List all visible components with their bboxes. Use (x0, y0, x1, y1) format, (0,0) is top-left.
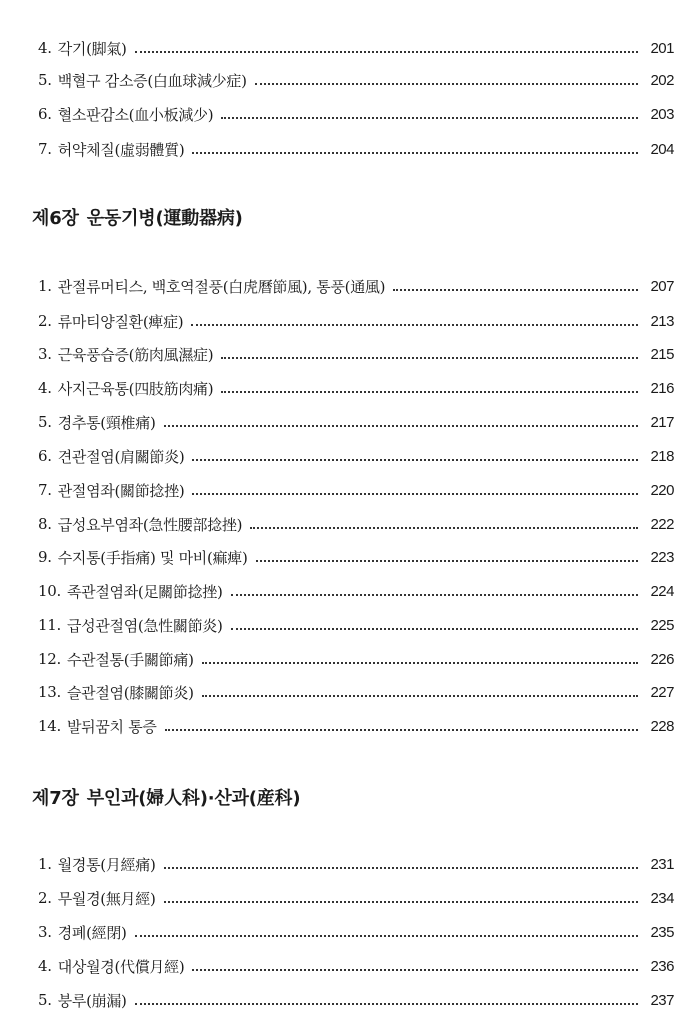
chapter-title: 운동기병(運動器病) (86, 208, 243, 229)
entry-number: 6. (38, 105, 52, 123)
dot-leader (192, 150, 638, 154)
entry-page: 202 (650, 71, 674, 89)
entry-title: 관절염좌(關節捻挫) (57, 481, 185, 500)
entry-title: 슬관절염(膝關節炎) (66, 683, 194, 702)
dot-leader (135, 49, 638, 53)
entry-title: 급성요부염좌(急性腰部捻挫) (57, 515, 243, 534)
toc-entry[interactable] (38, 376, 674, 400)
entry-page: 223 (650, 548, 674, 566)
toc-entry[interactable] (38, 579, 674, 603)
dot-leader (165, 727, 638, 731)
dot-leader (221, 389, 638, 393)
dot-leader (192, 967, 638, 971)
entry-title: 족관절염좌(足關節捻挫) (66, 582, 223, 601)
entry-title: 견관절염(肩關節炎) (57, 447, 185, 466)
entry-title: 혈소판감소(血小板減少) (57, 105, 214, 124)
entry-page: 204 (650, 140, 674, 158)
toc-entry[interactable] (38, 309, 674, 333)
dot-leader (135, 1001, 638, 1005)
toc-entry[interactable] (38, 613, 674, 637)
entry-number: 8. (38, 515, 52, 533)
toc-entry[interactable] (38, 102, 674, 126)
entry-number: 7. (38, 481, 52, 499)
entry-page: 216 (650, 379, 674, 397)
toc-entry[interactable] (38, 342, 674, 366)
entry-title: 무월경(無月經) (57, 889, 156, 908)
entry-page: 220 (650, 481, 674, 499)
entry-title: 류마티양질환(痺症) (57, 312, 184, 331)
entry-number: 4. (38, 379, 52, 397)
chapter-label: 제7장 (32, 788, 79, 809)
entry-title: 발뒤꿈치 통증 (66, 717, 157, 736)
entry-page: 231 (650, 855, 674, 873)
entry-number: 2. (38, 312, 52, 330)
entry-title: 수관절통(手關節痛) (66, 650, 194, 669)
entry-number: 5. (38, 71, 52, 89)
chapter-label: 제6장 (32, 208, 79, 229)
entry-number: 3. (38, 923, 52, 941)
entry-page: 201 (650, 39, 674, 57)
toc-entry[interactable] (38, 988, 674, 1012)
entry-page: 224 (650, 582, 674, 600)
chapter-7-heading[interactable] (32, 784, 300, 810)
chapter-6-heading[interactable] (32, 204, 243, 230)
entry-title: 경폐(經閉) (57, 923, 127, 942)
entry-number: 5. (38, 991, 52, 1009)
entry-page: 207 (650, 277, 674, 295)
entry-page: 227 (650, 683, 674, 701)
dot-leader (393, 287, 638, 291)
dot-leader (231, 592, 638, 596)
entry-number: 13. (38, 683, 61, 701)
toc-entry[interactable] (38, 886, 674, 910)
entry-title: 경추통(頸椎痛) (57, 413, 156, 432)
entry-title: 각기(脚氣) (57, 39, 127, 58)
toc-entry[interactable] (38, 920, 674, 944)
toc-entry[interactable] (38, 954, 674, 978)
entry-number: 7. (38, 140, 52, 158)
entry-title: 수지통(手指痛) 및 마비(痲痺) (57, 548, 248, 567)
toc-entry[interactable] (38, 444, 674, 468)
toc-entry[interactable] (38, 478, 674, 502)
dot-leader (256, 558, 638, 562)
entry-page: 228 (650, 717, 674, 735)
entry-page: 218 (650, 447, 674, 465)
entry-number: 9. (38, 548, 52, 566)
dot-leader (164, 865, 639, 869)
entry-number: 4. (38, 39, 52, 57)
toc-entry[interactable] (38, 852, 674, 876)
dot-leader (191, 322, 638, 326)
dot-leader (221, 355, 638, 359)
dot-leader (135, 933, 638, 937)
dot-leader (164, 423, 639, 427)
entry-title: 관절류머티스, 백호역절풍(白虎曆節風), 통풍(通風) (57, 277, 386, 296)
entry-title: 사지근육통(四肢筋肉痛) (57, 379, 214, 398)
entry-page: 234 (650, 889, 674, 907)
entry-page: 226 (650, 650, 674, 668)
entry-title: 근육풍습증(筋肉風濕症) (57, 345, 214, 364)
toc-entry[interactable] (38, 512, 674, 536)
chapter-title: 부인과(婦人科)·산과(産科) (86, 788, 301, 809)
dot-leader (255, 81, 638, 85)
entry-page: 213 (650, 312, 674, 330)
entry-number: 4. (38, 957, 52, 975)
entry-page: 236 (650, 957, 674, 975)
entry-title: 급성관절염(急性關節炎) (66, 616, 223, 635)
entry-title: 백혈구 감소증(白血球減少症) (57, 71, 247, 90)
entry-title: 붕루(崩漏) (57, 991, 127, 1010)
entry-number: 1. (38, 855, 52, 873)
dot-leader (192, 457, 638, 461)
entry-number: 2. (38, 889, 52, 907)
entry-number: 5. (38, 413, 52, 431)
entry-title: 대상월경(代償月經) (57, 957, 185, 976)
entry-page: 217 (650, 413, 674, 431)
dot-leader (231, 626, 638, 630)
entry-number: 3. (38, 345, 52, 363)
entry-page: 215 (650, 345, 674, 363)
entry-number: 12. (38, 650, 61, 668)
dot-leader (221, 115, 638, 119)
toc-entry[interactable] (38, 714, 674, 738)
entry-page: 225 (650, 616, 674, 634)
entry-number: 10. (38, 582, 61, 600)
entry-page: 235 (650, 923, 674, 941)
entry-page: 222 (650, 515, 674, 533)
toc-entry[interactable] (38, 68, 674, 92)
entry-number: 6. (38, 447, 52, 465)
toc-entry[interactable] (38, 410, 674, 434)
toc-entry[interactable] (38, 680, 674, 704)
dot-leader (202, 693, 638, 697)
toc-entry[interactable] (38, 274, 674, 298)
dot-leader (250, 525, 638, 529)
entry-page: 237 (650, 991, 674, 1009)
entry-title: 허약체질(虛弱體質) (57, 140, 185, 159)
toc-entry[interactable] (38, 137, 674, 161)
dot-leader (164, 899, 639, 903)
toc-entry[interactable] (38, 647, 674, 671)
entry-page: 203 (650, 105, 674, 123)
entry-number: 14. (38, 717, 61, 735)
toc-entry[interactable] (38, 36, 674, 60)
dot-leader (192, 491, 638, 495)
entry-title: 월경통(月經痛) (57, 855, 156, 874)
dot-leader (202, 660, 638, 664)
toc-entry[interactable] (38, 545, 674, 569)
entry-number: 11. (38, 616, 61, 634)
entry-number: 1. (38, 277, 52, 295)
